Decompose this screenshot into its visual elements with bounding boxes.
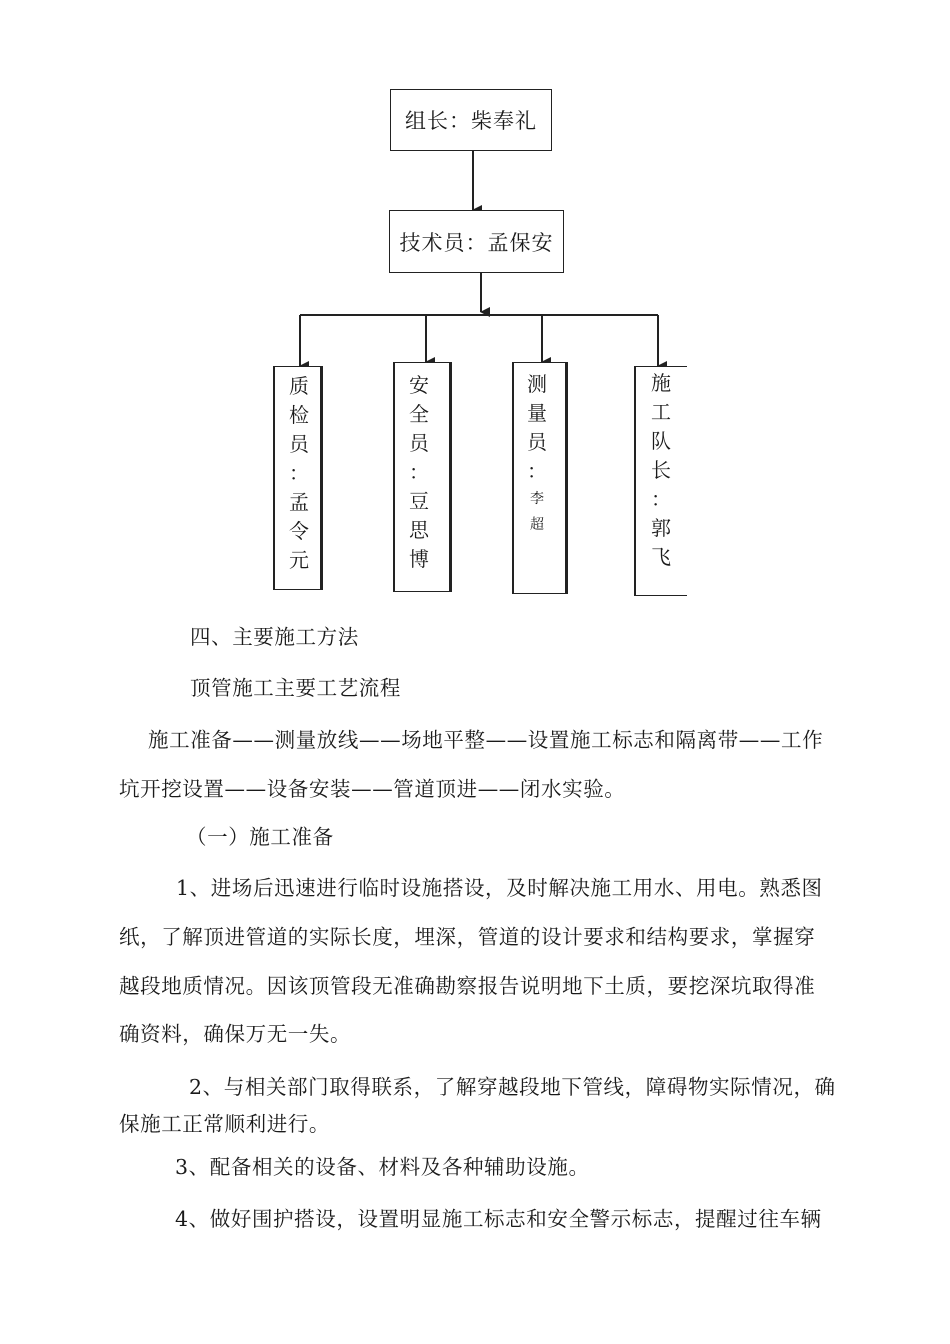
paragraph-4-line-1: 4、做好围护搭设，设置明显施工标志和安全警示标志，提醒过往车辆 — [175, 1207, 822, 1231]
paragraph-1-line-3: 越段地质情况。因该顶管段无准确勘察报告说明地下土质，要挖深坑取得准 — [119, 974, 816, 998]
member-label-quality: 质 检 员 ： 孟 令 元 — [289, 374, 309, 572]
paragraph-3: 3、配备相关的设备、材料及各种辅助设施。 — [175, 1155, 590, 1179]
paragraph-1-line-4: 确资料，确保万无一失。 — [119, 1022, 352, 1046]
flow-line-2: 坑开挖设置——设备安装——管道顶进——闭水实验。 — [119, 777, 626, 801]
flow-title: 顶管施工主要工艺流程 — [190, 676, 401, 700]
paragraph-1-line-1: 1、进场后迅速进行临时设施搭设，及时解决施工用水、用电。熟悉图 — [176, 876, 823, 900]
member-label-survey: 测 量 员 ： 李 超 — [527, 372, 547, 533]
member-label-safety: 安 全 员 ： 豆 思 博 — [409, 373, 429, 571]
paragraph-1-line-2: 纸，了解顶进管道的实际长度，埋深，管道的设计要求和结构要求，掌握穿 — [119, 925, 816, 949]
member-box-survey — [512, 362, 568, 594]
flow-line-1: 施工准备——测量放线——场地平整——设置施工标志和隔离带——工作 — [148, 728, 824, 752]
leader-box — [390, 89, 552, 151]
leader-label: 组长：柴奉礼 — [405, 109, 537, 133]
member-box-team-leader — [634, 366, 687, 596]
paragraph-2-line-2: 保施工正常顺利进行。 — [119, 1112, 330, 1136]
member-box-quality — [273, 366, 323, 590]
section-heading: 四、主要施工方法 — [190, 625, 359, 649]
technician-box — [389, 210, 564, 273]
sub-heading: （一）施工准备 — [186, 825, 334, 849]
technician-label: 技术员：孟保安 — [399, 230, 554, 255]
member-box-safety — [393, 362, 452, 592]
member-label-team-leader: 施 工 队 长 ： 郭 飞 — [651, 371, 671, 569]
paragraph-2-line-1: 2、与相关部门取得联系，了解穿越段地下管线，障碍物实际情况，确 — [189, 1075, 836, 1099]
